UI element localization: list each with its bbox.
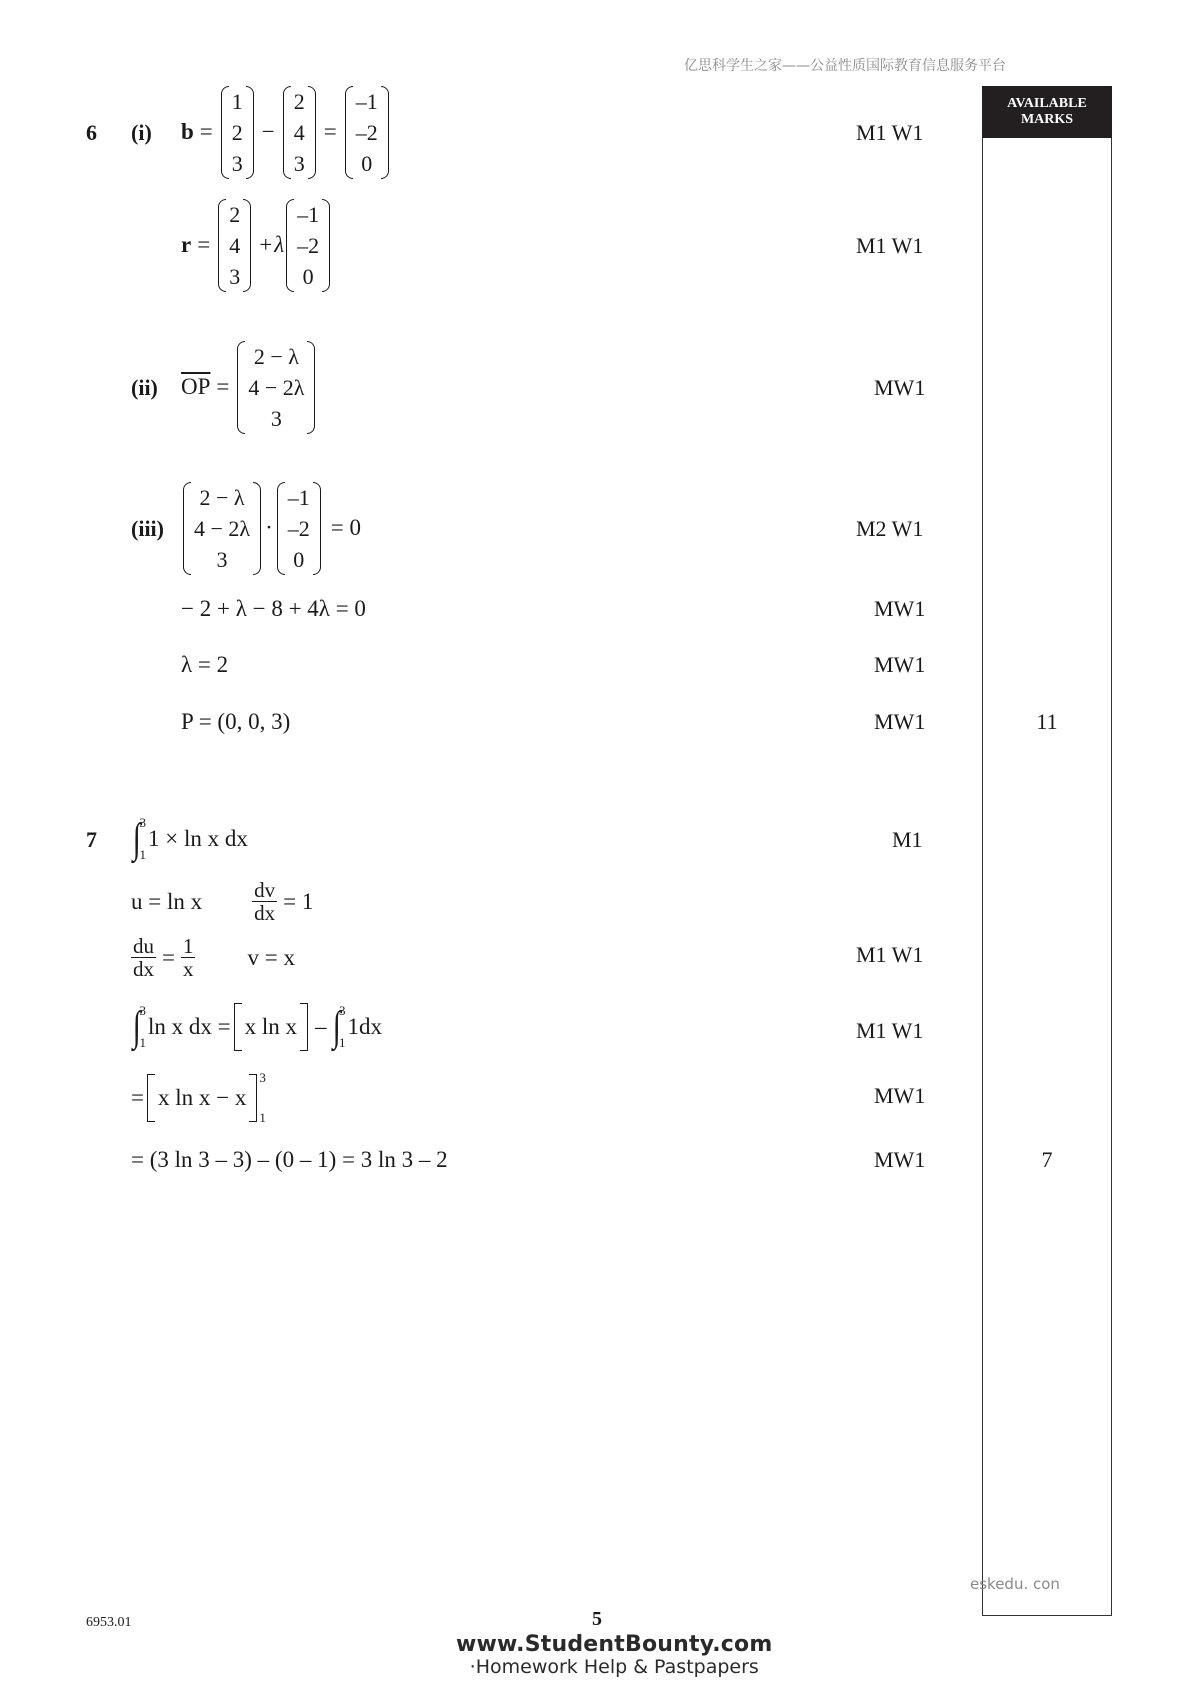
q7-line6: = (3 ln 3 – 3) – (0 – 1) = 3 ln 3 – 2 <box>131 1147 448 1172</box>
site-watermark: eskedu. con <box>970 1575 1060 1593</box>
marks-6-ii: MW1 <box>874 375 926 400</box>
q7-line5: = x ln x − x 3 1 <box>131 1070 266 1125</box>
marks-6-iii-step1: MW1 <box>874 596 926 621</box>
part-iii-label: (iii) <box>131 516 164 541</box>
q7-line1: ∫ 3 1 1 × ln x dx <box>132 815 248 862</box>
q6-total-marks: 11 <box>1036 709 1058 734</box>
marks-6-iii-step2: MW1 <box>874 652 926 677</box>
q6-i-line1: b = 1 2 3 − 2 4 3 = –1 –2 0 <box>181 86 391 178</box>
vector-a: 1 2 3 <box>221 86 254 179</box>
paper-code: 6953.01 <box>86 1615 132 1630</box>
q7-line3: $\frac{du}{dx}$ = $\frac{1}{x}$ v = x <box>133 934 295 981</box>
q6-i-line2: r = 2 4 3 + λ –1 –2 0 <box>181 199 332 291</box>
position-vector: 2 4 3 <box>218 199 251 292</box>
marks-7-5: MW1 <box>874 1083 926 1108</box>
integral-sign: ∫ 3 1 <box>132 1003 147 1050</box>
q7-total-marks: 7 <box>1041 1147 1053 1172</box>
q7-line2: u = ln x $\frac{dv}{dx}$ = 1 <box>131 878 314 925</box>
marks-7-6: MW1 <box>874 1147 926 1172</box>
part-ii-label: (ii) <box>131 375 158 400</box>
question-6-number: 6 <box>86 120 97 145</box>
q6-iii-step3: P = (0, 0, 3) <box>181 709 291 734</box>
studentbounty-logo: www.StudentBounty.com ·Homework Help & Pastpapers <box>456 1632 773 1678</box>
q6-iii-step1: − 2 + λ − 8 + 4λ = 0 <box>181 596 366 621</box>
marks-7-3: M1 W1 <box>856 942 924 967</box>
q6-ii-line: $\overline{OP}$ = 2 − λ 4 − 2λ 3 <box>181 341 317 433</box>
header-watermark: 亿思科学生之家——公益性质国际教育信息服务平台 <box>684 58 1006 74</box>
vector-r-symbol: r <box>181 232 192 257</box>
q7-line4: ∫ 3 1 ln x dx = x ln x – ∫ 3 1 1dx <box>132 1003 383 1050</box>
marks-7-1: M1 <box>892 827 923 852</box>
integral-sign: ∫ 3 1 <box>332 1003 346 1050</box>
integral-sign: ∫ 3 1 <box>132 815 147 862</box>
page-number: 5 <box>592 1608 602 1630</box>
op-vector: 2 − λ 4 − 2λ 3 <box>183 482 261 575</box>
part-i-label: (i) <box>131 120 152 145</box>
op-vector-symbol: $\overline{OP}$ <box>181 374 211 399</box>
vector-result: –1 –2 0 <box>345 86 389 179</box>
marks-7-4: M1 W1 <box>856 1018 924 1043</box>
marks-6-i-1: M1 W1 <box>856 120 924 145</box>
q6-iii-line: 2 − λ 4 − 2λ 3 · –1 –2 0 = 0 <box>181 482 361 574</box>
q6-iii-step2: λ = 2 <box>181 652 229 677</box>
marks-6-i-2: M1 W1 <box>856 233 924 258</box>
vector-b-symbol: b <box>181 119 194 144</box>
available-marks-heading: AVAILABLE MARKS <box>982 86 1112 138</box>
direction-vector: –1 –2 0 <box>277 482 321 575</box>
marks-6-iii-step3: MW1 <box>874 709 926 734</box>
vector-c: 2 4 3 <box>283 86 316 179</box>
question-7-number: 7 <box>86 827 97 852</box>
direction-vector: –1 –2 0 <box>286 199 330 292</box>
op-vector: 2 − λ 4 − 2λ 3 <box>237 341 315 434</box>
available-marks-column <box>982 86 1112 1616</box>
marks-6-iii: M2 W1 <box>856 516 924 541</box>
